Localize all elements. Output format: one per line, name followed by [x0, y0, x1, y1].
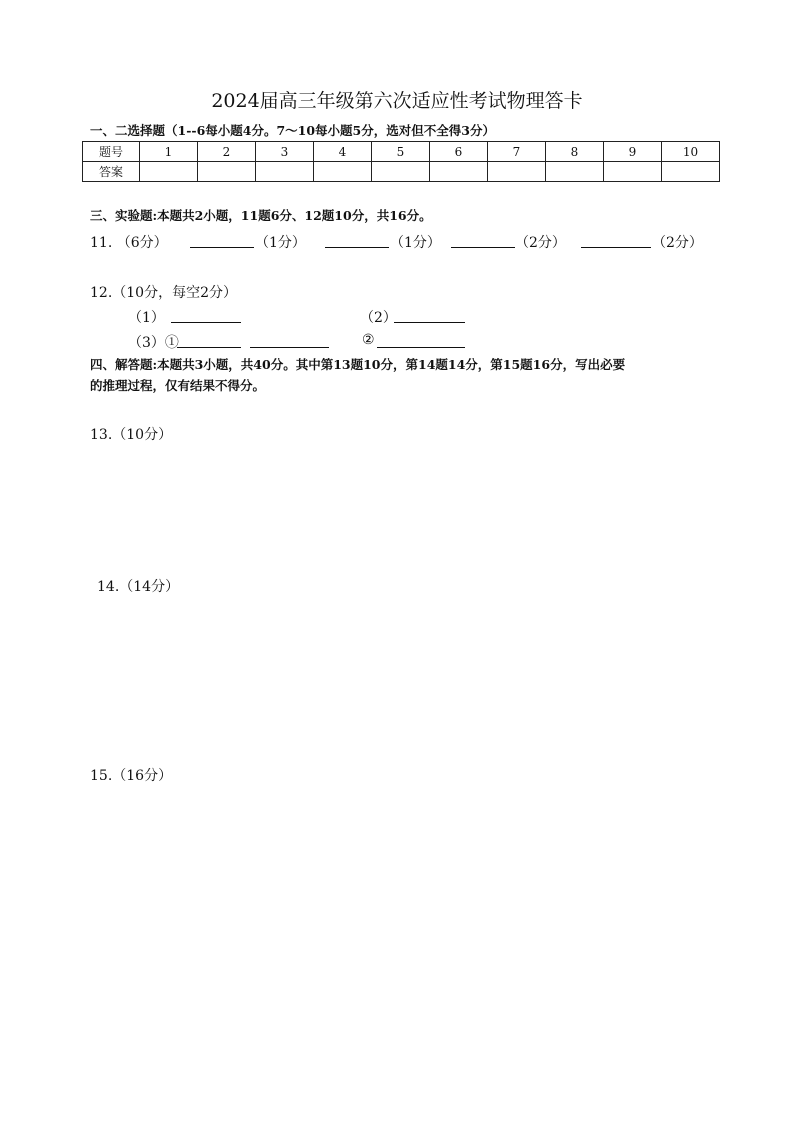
- q11-blank-4[interactable]: [581, 233, 651, 248]
- q12-part3b-label: ②: [362, 332, 375, 348]
- answer-cell[interactable]: [372, 162, 430, 182]
- q11-points-1: （1分）: [255, 235, 306, 251]
- question-number: 6: [430, 142, 488, 162]
- answer-table: [82, 141, 720, 182]
- section4-heading-line2: 的推理过程，仅有结果不得分。: [90, 378, 266, 393]
- q12-part3-label: （3）①: [128, 335, 179, 351]
- answer-cell[interactable]: [546, 162, 604, 182]
- question-number: 10: [662, 142, 720, 162]
- table-row-answers: [83, 162, 720, 182]
- page-title: 2024届高三年级第六次适应性考试物理答卡: [211, 90, 583, 112]
- q12-label: 12.（10分，每空2分）: [90, 285, 237, 301]
- table-row-numbers: [83, 142, 720, 162]
- section1-heading: 一、二选择题（1--6每小题4分。7～10每小题5分，选对但不全得3分）: [90, 123, 495, 138]
- q13-label: 13.（10分）: [90, 427, 173, 443]
- answer-cell[interactable]: [314, 162, 372, 182]
- q11-blank-1[interactable]: [190, 233, 254, 248]
- q12-part2-label: （2）: [360, 310, 397, 326]
- q11-label: 11. （6分）: [90, 235, 168, 251]
- answer-cell[interactable]: [488, 162, 546, 182]
- question-number: 8: [546, 142, 604, 162]
- q11-blank-2[interactable]: [325, 233, 389, 248]
- question-number: 2: [198, 142, 256, 162]
- section3-heading: 三、实验题:本题共2小题，11题6分、12题10分，共16分。: [90, 208, 432, 223]
- answer-cell[interactable]: [256, 162, 314, 182]
- q11-points-2: （1分）: [390, 235, 441, 251]
- question-number: 3: [256, 142, 314, 162]
- q11-blank-3[interactable]: [451, 233, 515, 248]
- q12-part3-blank-1[interactable]: [177, 333, 241, 348]
- row-label-number: 题号: [83, 142, 140, 162]
- q12-part3b-blank[interactable]: [377, 333, 465, 348]
- answer-cell[interactable]: [604, 162, 662, 182]
- q14-label: 14.（14分）: [97, 579, 180, 595]
- q12-part1-blank[interactable]: [171, 308, 241, 323]
- answer-cell[interactable]: [198, 162, 256, 182]
- question-number: 1: [140, 142, 198, 162]
- q12-part3-blank-2[interactable]: [250, 333, 329, 348]
- question-number: 4: [314, 142, 372, 162]
- row-label-answer: 答案: [83, 162, 140, 182]
- answer-cell[interactable]: [662, 162, 720, 182]
- q12-part2-blank[interactable]: [394, 308, 465, 323]
- answer-cell[interactable]: [140, 162, 198, 182]
- q12-part1-label: （1）: [128, 310, 165, 326]
- answer-cell[interactable]: [430, 162, 488, 182]
- section4-heading-line1: 四、解答题:本题共3小题，共40分。其中第13题10分，第14题14分，第15题16分，写出必要: [90, 357, 626, 372]
- question-number: 9: [604, 142, 662, 162]
- q15-label: 15.（16分）: [90, 768, 173, 784]
- q11-points-3: （2分）: [515, 235, 566, 251]
- question-number: 5: [372, 142, 430, 162]
- question-number: 7: [488, 142, 546, 162]
- q11-points-4: （2分）: [652, 235, 703, 251]
